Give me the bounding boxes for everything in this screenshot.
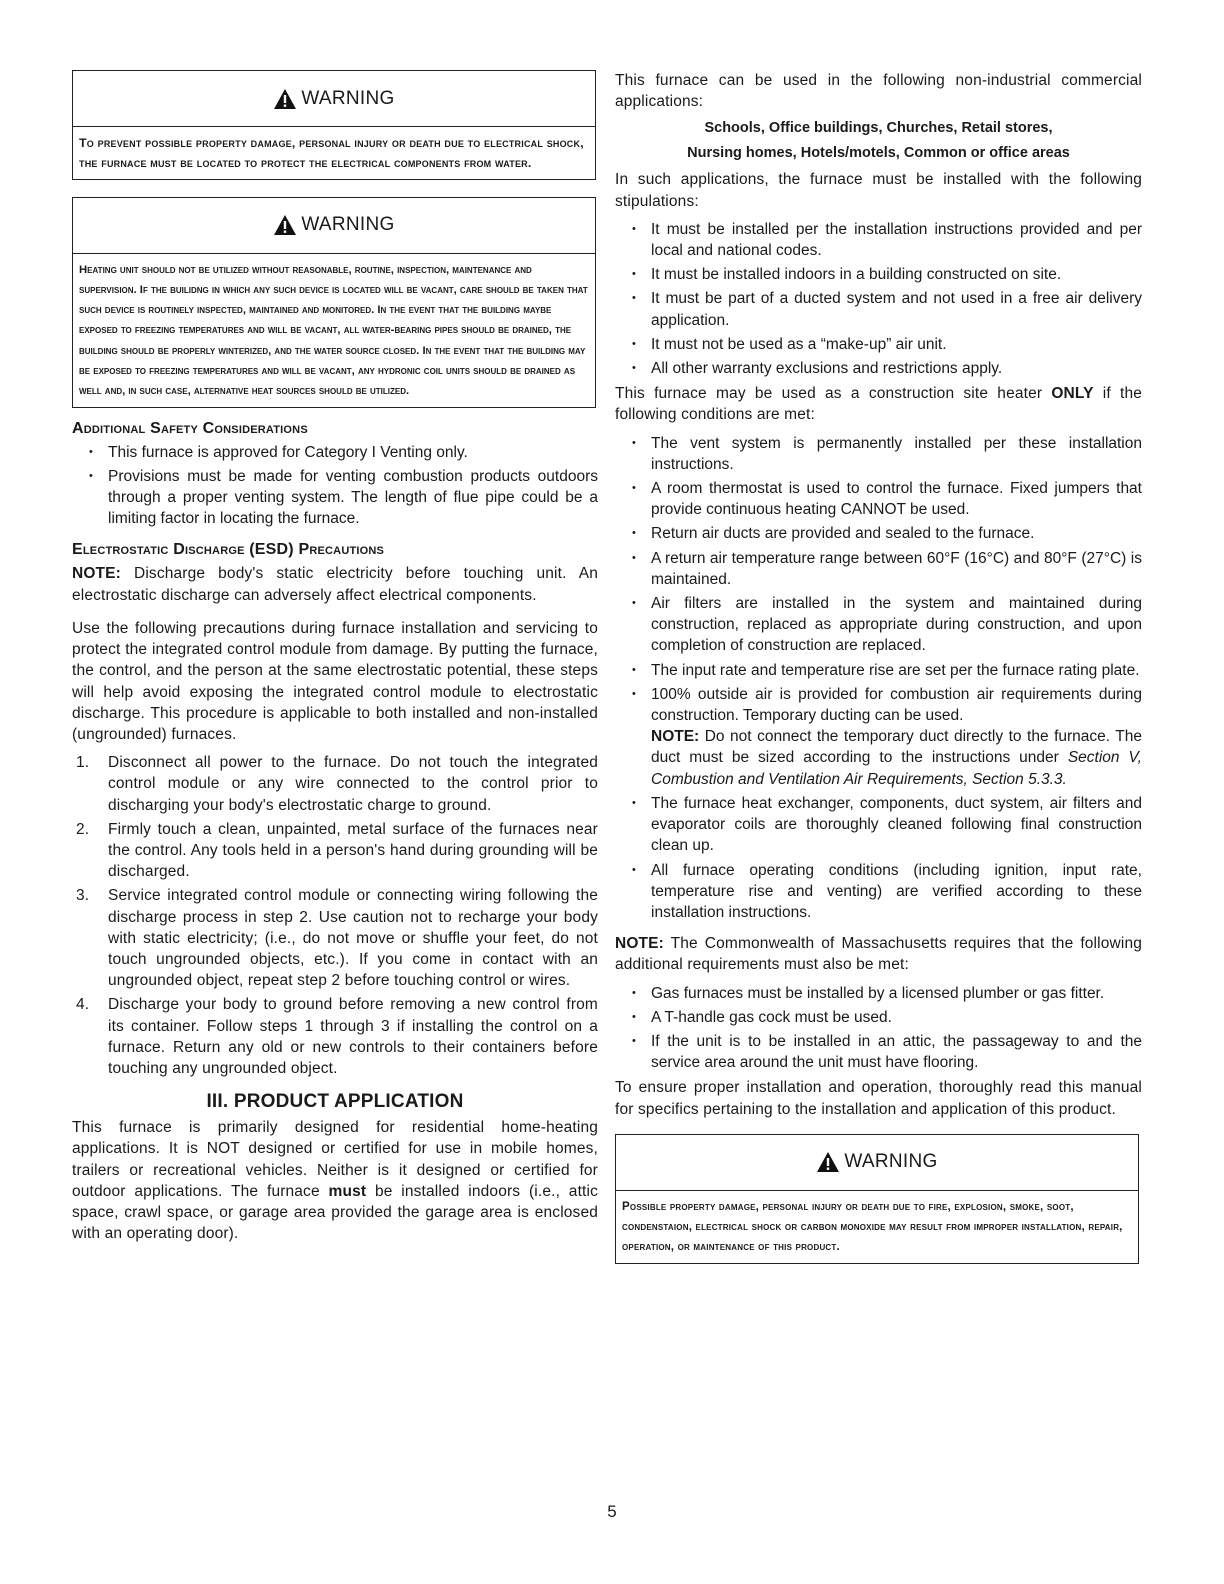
step-number: 2. <box>76 820 90 838</box>
list-item <box>76 994 598 1079</box>
list-item: • Provisions must be made for venting combustion products outdoors through a proper venting system. The length of flue pipe could be a limiting factor in locating the furnace. <box>84 466 598 530</box>
list-item: • Return air ducts are provided and sealed to the furnace. <box>627 523 1142 544</box>
stipulations-intro: In such applications, the furnace must be installed with the following stipulations: <box>615 171 1142 210</box>
applications-line: Nursing homes, Hotels/motels, Common or office areas <box>687 145 1070 162</box>
list-item: • It must be installed indoors in a building constructed on site. <box>627 264 1142 285</box>
stipulations-list <box>615 219 1142 379</box>
list-item: • The input rate and temperature rise are set per the furnace rating plate. <box>627 660 1142 681</box>
list-item: • This furnace is approved for Category I Venting only. <box>84 442 598 463</box>
warning-box-installation <box>615 1134 1139 1264</box>
step-number: 4. <box>76 996 90 1014</box>
conditions-list <box>615 433 1142 923</box>
duct-note <box>651 726 1142 790</box>
note-text: Do not connect the temporary duct directly to the furnace. The duct must be sized according to the instructions under <box>651 728 1142 767</box>
list-item <box>627 684 1142 790</box>
section-heading: III. PRODUCT APPLICATION <box>206 1091 464 1113</box>
note-label: NOTE: <box>72 565 121 583</box>
emphasis: ONLY <box>1051 385 1094 403</box>
list-item <box>76 819 598 883</box>
list-item: • If the unit is to be installed in an attic, the passageway to and the service area around the unit must have flooring. <box>627 1031 1142 1073</box>
esd-heading: Electrostatic Discharge (ESD) Precautions <box>72 541 385 559</box>
list-item: • A return air temperature range between 60°F (16°C) and 80°F (27°C) is maintained. <box>627 548 1142 590</box>
step-text: Service integrated control module or connecting wiring following the discharge process in step 2. Use caution not to recharge your body with static electricity; (i.e., do not move or shuffle your feet, do not touch ungrounded objects, etc.). If you come in contact with an ungrounded object, repeat step 2 before touching control or wires. <box>108 887 598 990</box>
section-reference: Section V, Combustion and Ventilation Air Requirements, Section 5.3.3. <box>651 749 1142 788</box>
warning-header <box>73 71 595 127</box>
list-item: • A room thermostat is used to control the furnace. Fixed jumpers that provide continuous heating CANNOT be used. <box>627 478 1142 520</box>
list-item: • All other warranty exclusions and restrictions apply. <box>627 358 1142 379</box>
warning-box-vacancy <box>72 197 596 408</box>
emphasis: must <box>328 1182 367 1200</box>
right-column <box>615 70 1142 1264</box>
massachusetts-list <box>615 983 1142 1074</box>
esd-steps <box>72 752 598 1079</box>
applications-line: Schools, Office buildings, Churches, Retail stores, <box>704 120 1053 137</box>
text-part: if the following conditions are met: <box>615 385 1142 424</box>
warning-text: To prevent possible property damage, personal injury or death due to electrical shock, the furnace must be located to protect the electrical components from water. <box>79 136 584 171</box>
warning-triangle-icon <box>273 214 297 236</box>
left-column <box>72 70 598 1251</box>
step-text: Discharge your body to ground before removing a new control from its container. Follow steps 1 through 3 if installing the control on a furnace. Return any old or new controls to their containers before touching any ungrounded object. <box>108 996 598 1077</box>
list-item: • Gas furnaces must be installed by a licensed plumber or gas fitter. <box>627 983 1142 1004</box>
product-application-text <box>72 1117 598 1244</box>
closing-text: To ensure proper installation and operation, thoroughly read this manual for specifics pertaining to the installation and application of this product. <box>615 1079 1142 1118</box>
warning-title: WARNING <box>301 87 395 109</box>
warning-triangle-icon <box>816 1151 840 1173</box>
massachusetts-note <box>615 933 1142 975</box>
list-item: • It must be part of a ducted system and not used in a free air delivery application. <box>627 288 1142 330</box>
warning-title: WARNING <box>301 214 395 236</box>
step-number: 3. <box>76 887 90 905</box>
warning-triangle-icon <box>273 88 297 110</box>
list-item: • All furnace operating conditions (including ignition, input rate, temperature rise and venting) are verified according to these installation instructions. <box>627 860 1142 924</box>
safety-list <box>72 442 598 530</box>
list-item <box>76 752 598 816</box>
list-item <box>76 885 598 991</box>
esd-intro: Use the following precautions during furnace installation and servicing to protect the integrated control module from damage. By putting the furnace, the control, and the person at the same electrostatic potential, these steps will help avoid exposing the integrated control module to electrostatic discharge. This procedure is applicable to both installed and non-installed (ungrounded) furnaces. <box>72 619 598 743</box>
page-number: 5 <box>607 1502 617 1521</box>
step-text: Firmly touch a clean, unpainted, metal surface of the furnaces near the control. Any tools held in a person's hand during grounding will be discharged. <box>108 820 598 881</box>
warning-header <box>73 198 595 254</box>
note-label: NOTE: <box>615 935 664 953</box>
note-text: Discharge body's static electricity before touching unit. An electrostatic discharge can adversely affect electrical components. <box>72 565 598 604</box>
construction-intro <box>615 383 1142 425</box>
commercial-applications <box>615 116 1142 166</box>
list-item: • Air filters are installed in the system and maintained during construction, replaced as appropriate during construction, and upon completion of construction are replaced. <box>627 593 1142 657</box>
outside-air-text: 100% outside air is provided for combustion air requirements during construction. Temporary ducting can be used. <box>651 685 1142 725</box>
step-text: Disconnect all power to the furnace. Do not touch the integrated control module or any wire connected to the control prior to discharging your body's electrostatic charge to ground. <box>108 754 598 814</box>
text-part: This furnace may be used as a construction site heater <box>615 385 1052 403</box>
note-text: The Commonwealth of Massachusetts requires that the following additional requirements must also be met: <box>615 935 1142 974</box>
list-item: • The vent system is permanently installed per these installation instructions. <box>627 433 1142 475</box>
text-part: This furnace is primarily designed for residential home-heating applications. It is NOT designed or certified for use in mobile homes, trailers or recreational vehicles. Neither is it designed or certified for outdoor applications. The furnace <box>72 1119 598 1200</box>
esd-note <box>72 563 598 605</box>
warning-text: Heating unit should not be utilized without reasonable, routine, inspection, maintenance and supervision. If the builidng in which any such device is located will be vacant, care should be taken that such device is routinely inspected, maintained and monitored. In the event that the building maybe exposed to freezing temperatures and will be vacant, all water-bearing pipes should be drained, the building should be properly winterized, and the water source closed. In the event that the building may be exposed to freezing temperatures and will be vacant, any hydronic coil units should be drained as well and, in such case, alternative heat sources should be utilized. <box>79 263 588 398</box>
text-part: be installed indoors (i.e., attic space, crawl space, or garage area provided the garage area is enclosed with an operating door). <box>72 1182 598 1243</box>
list-item: • A T-handle gas cock must be used. <box>627 1007 1142 1028</box>
list-item: • The furnace heat exchanger, components, duct system, air filters and evaporator coils are thoroughly cleaned following final construction clean up. <box>627 793 1142 857</box>
warning-text: Possible property damage, personal injury or death due to fire, explosion, smoke, soot, condenstaion, electrical shock or carbon monoxide may result from improper installation, repair, operation, or maintenance of this product. <box>622 1199 1123 1254</box>
note-label: NOTE: <box>651 728 700 746</box>
warning-box-electrical <box>72 70 596 180</box>
warning-title: WARNING <box>844 1151 938 1173</box>
safety-heading: Additional Safety Considerations <box>72 419 308 437</box>
commercial-intro: This furnace can be used in the following non-industrial commercial applications: <box>615 72 1142 111</box>
list-item: • It must be installed per the installation instructions provided and per local and national codes. <box>627 219 1142 261</box>
list-item: • It must not be used as a “make-up” air unit. <box>627 334 1142 355</box>
step-number: 1. <box>76 754 90 772</box>
warning-header <box>616 1135 1138 1191</box>
